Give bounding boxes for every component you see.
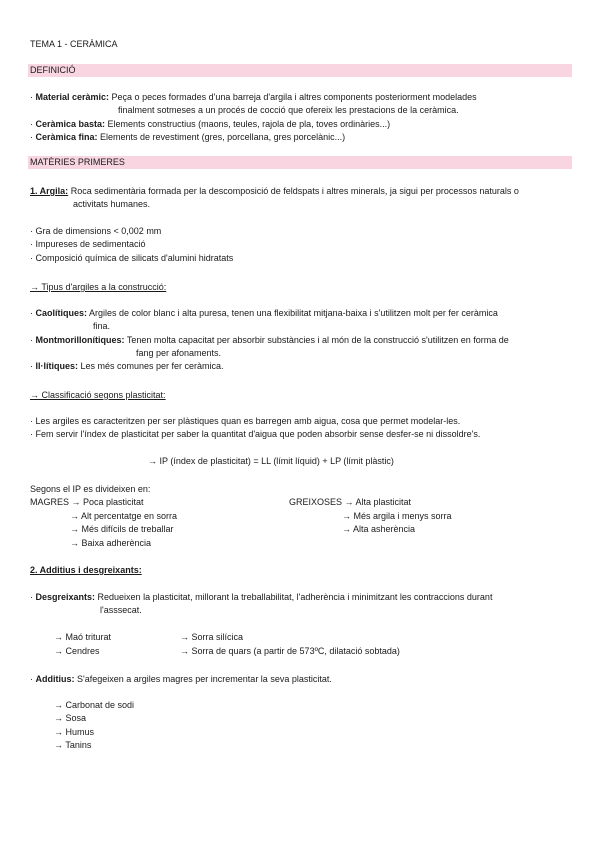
definition-text: Elements constructius (maons, teules, rajola de pla, toves ordinàries...) xyxy=(105,119,391,129)
definition-term: Ceràmica basta: xyxy=(35,119,106,129)
greixoses-item: → Alta asherència xyxy=(342,524,416,534)
section-heading-definicio xyxy=(28,64,572,77)
tipus-term: Il·lítiques: xyxy=(35,361,78,371)
tipus-continuation: fang per afonaments. xyxy=(136,348,222,358)
argila-property: · Impureses de sedimentació xyxy=(30,239,146,249)
additiu-item: → Tanins xyxy=(54,740,92,750)
tipus-term: Caolítiques: xyxy=(35,308,88,318)
tipus-text: Argiles de color blanc i alta puresa, tenen una flexibilitat mitjana-baixa i s'utilitzen molt per fer ceràmica xyxy=(87,308,498,318)
definition-ceramica-fina: · Ceràmica fina: Elements de revestiment (gres, porcellana, gres porcelànic...) xyxy=(30,132,346,142)
section-heading-materies xyxy=(28,156,572,169)
document-title: TEMA 1 - CERÀMICA xyxy=(30,39,118,49)
additius-text: S'afegeixen a argiles magres per incrementar la seva plasticitat. xyxy=(74,674,332,684)
tipus-term: Montmorillonítiques: xyxy=(35,335,125,345)
additiu-item: → Sosa xyxy=(54,713,87,723)
argila-property: · Gra de dimensions < 0,002 mm xyxy=(30,226,162,236)
additiu-item: → Carbonat de sodi xyxy=(54,700,135,710)
definition-term: Material ceràmic: xyxy=(35,92,110,102)
definition-material-ceramic: · Material ceràmic: Peça o peces formades d'una barreja d'argila i altres components posteriorment modelades xyxy=(30,92,477,102)
desgreixants-definition: · Desgreixants: Redueixen la plasticitat, millorant la treballabilitat, l'adherència i minimitzant les contraccions durant xyxy=(30,592,493,602)
magres-item: → Més difícils de treballar xyxy=(70,524,174,534)
additius-definition: · Additius: S'afegeixen a argiles magres per incrementar la seva plasticitat. xyxy=(30,674,332,684)
definition-ceramica-basta: · Ceràmica basta: Elements constructius (maons, teules, rajola de pla, toves ordinàries...) xyxy=(30,119,391,129)
desgreixants-term: Desgreixants: xyxy=(35,592,96,602)
greixoses-item: → Més argila i menys sorra xyxy=(342,511,452,521)
additiu-item: → Humus xyxy=(54,727,95,737)
tipus-montmorillonitiques: · Montmorillonítiques: Tenen molta capacitat per absorbir substàncies i al món de la construcció s'utilitzen en forma de xyxy=(30,335,509,345)
classificacio-line: · Fem servir l'índex de plasticitat per saber la quantitat d'aigua que poden absorbir sense desfer-se ni dissoldre's. xyxy=(30,429,481,439)
definition-term: Ceràmica fina: xyxy=(35,132,98,142)
tipus-caolitiques: · Caolítiques: Argiles de color blanc i alta puresa, tenen una flexibilitat mitjana-baixa i s'utilitzen molt per fer ceràmica xyxy=(30,308,498,318)
classificacio-title: → Classificació segons plasticitat: xyxy=(30,390,166,400)
tipus-continuation: fina. xyxy=(93,321,111,331)
desgreixants-continuation: l'asssecat. xyxy=(100,605,142,615)
ip-intro: Segons el IP es divideixen en: xyxy=(30,484,151,494)
argila-text: Roca sedimentària formada per la descomposició de feldspats i altres minerals, ja sigui per processos naturals o xyxy=(68,186,519,196)
section-heading-label: DEFINICIÓ xyxy=(30,65,76,75)
definition-text: Peça o peces formades d'una barreja d'argila i altres components posteriorment modelades xyxy=(109,92,477,102)
additius-title xyxy=(30,565,142,576)
subsection-title: 2. Additius i desgreixants: xyxy=(30,565,142,575)
definition-text: Elements de revestiment (gres, porcellana, gres porcelànic...) xyxy=(97,132,346,142)
magres-item: MAGRES → Poca plasticitat xyxy=(30,497,144,507)
tipus-text: Les més comunes per fer ceràmica. xyxy=(78,361,224,371)
greixoses-item: GREIXOSES → Alta plasticitat xyxy=(289,497,412,507)
magres-item: → Baixa adherència xyxy=(70,538,152,548)
subsection-title: 1. Argila: xyxy=(30,186,69,196)
classificacio-line: · Les argiles es caracteritzen per ser plàstiques quan es barregen amb aigua, cosa que permet modelar-les. xyxy=(30,416,461,426)
additius-term: Additius: xyxy=(35,674,75,684)
desgreixant-item: → Cendres xyxy=(54,646,100,656)
magres-item: → Alt percentatge en sorra xyxy=(70,511,178,521)
ip-formula: → IP (índex de plasticitat) = LL (límit líquid) + LP (límit plàstic) xyxy=(148,456,394,466)
tipus-text: Tenen molta capacitat per absorbir substàncies i al món de la construcció s'utilitzen en forma de xyxy=(124,335,509,345)
desgreixant-item: → Sorra silícica xyxy=(180,632,244,642)
desgreixants-text: Redueixen la plasticitat, millorant la treballabilitat, l'adherència i minimitzant les contraccions durant xyxy=(95,592,493,602)
argila-definition xyxy=(30,186,519,197)
definition-continuation: finalment sotmeses a un procés de cocció que ofereix les prestacions de la ceràmica. xyxy=(118,105,459,115)
argila-property: · Composició química de silicats d'alumini hidratats xyxy=(30,253,234,263)
tipus-illitiques: · Il·lítiques: Les més comunes per fer ceràmica. xyxy=(30,361,224,371)
argila-continuation: activitats humanes. xyxy=(73,199,151,209)
tipus-argiles-title: → Tipus d'argiles a la construcció: xyxy=(30,282,167,292)
section-heading-label: MATÈRIES PRIMERES xyxy=(30,157,125,167)
desgreixant-item: → Sorra de quars (a partir de 573ºC, dilatació sobtada) xyxy=(180,646,400,656)
desgreixant-item: → Maó triturat xyxy=(54,632,112,642)
